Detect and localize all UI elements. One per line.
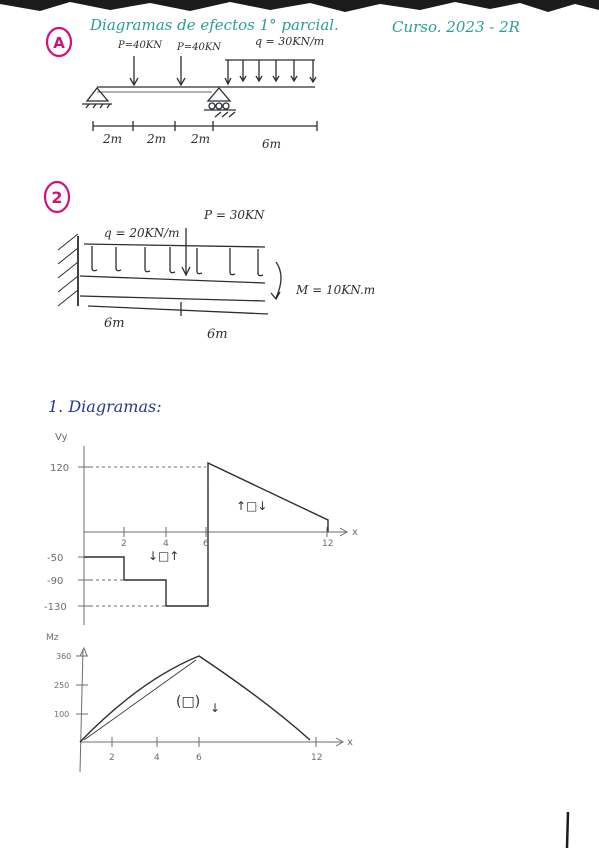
moment-x-label: x (347, 737, 353, 748)
load-label-q: q = 30KN/m (255, 35, 325, 48)
moment-x-tick: 2 (109, 753, 115, 763)
span-label: 2m (191, 132, 211, 146)
shear-y-label: Vy (55, 432, 68, 443)
beam-2 (58, 228, 281, 316)
load-label-p2: P=40KN (177, 42, 222, 53)
moment-y-label: Mz (46, 633, 59, 643)
span-label: 6m (104, 316, 125, 331)
shear-y-tick: -90 (47, 576, 64, 587)
beam-a (82, 56, 317, 131)
span-label: 2m (147, 132, 167, 146)
section-heading: 1. Diagramas: (48, 397, 162, 416)
moment-y-tick: 250 (54, 681, 70, 690)
problem-2-marker (45, 182, 69, 212)
header-course: Curso. 2023 - 2R (392, 18, 520, 36)
moment-label: M = 10KN.m (296, 283, 376, 297)
shear-annotation-positive: ↑□↓ (236, 499, 268, 513)
shear-x-tick: 4 (163, 539, 169, 549)
shear-x-tick: 6 (203, 539, 209, 549)
span-label: 6m (207, 327, 228, 342)
problem-2-marker-label: 2 (51, 188, 63, 207)
page-edge-mark (567, 812, 568, 848)
shear-y-tick: -130 (44, 602, 67, 613)
moment-x-tick: 6 (196, 753, 202, 763)
span-label: 6m (262, 137, 282, 151)
moment-annotation-arrow: ↓ (210, 701, 221, 715)
span-labels-a (102, 132, 281, 151)
shear-x-tick: 12 (322, 539, 334, 549)
problem-a-marker-label: A (53, 34, 65, 52)
moment-x-tick: 4 (154, 753, 160, 763)
span-label: 2m (103, 132, 123, 146)
moment-y-tick: 360 (56, 652, 72, 661)
load-label-p: P = 30KN (204, 208, 265, 222)
shear-y-tick: 120 (50, 463, 70, 474)
problem-a-marker (47, 28, 71, 56)
moment-y-axis (80, 650, 83, 772)
shear-y-tick: -50 (47, 553, 64, 564)
torn-top-edge (0, 0, 599, 12)
distributed-load-a (225, 60, 316, 84)
header-title: Diagramas de efectos 1° parcial. (90, 16, 339, 34)
moment-x-tick: 12 (311, 753, 323, 763)
load-label-p1: P=40KN (118, 40, 163, 51)
moment-annotation: (□) (176, 694, 201, 710)
moment-y-tick: 100 (54, 710, 70, 719)
pin-support-left (87, 88, 108, 101)
shear-x-tick: 2 (121, 539, 127, 549)
dimension-line-2 (88, 306, 268, 314)
distributed-load-2 (84, 244, 265, 276)
load-label-q2: q = 20KN/m (104, 226, 180, 240)
shear-annotation-negative: ↓□↑ (148, 549, 180, 563)
roller-support (208, 88, 230, 101)
shear-diagram (44, 432, 358, 625)
moment-diagram (46, 633, 353, 772)
shear-x-label: x (352, 527, 358, 538)
